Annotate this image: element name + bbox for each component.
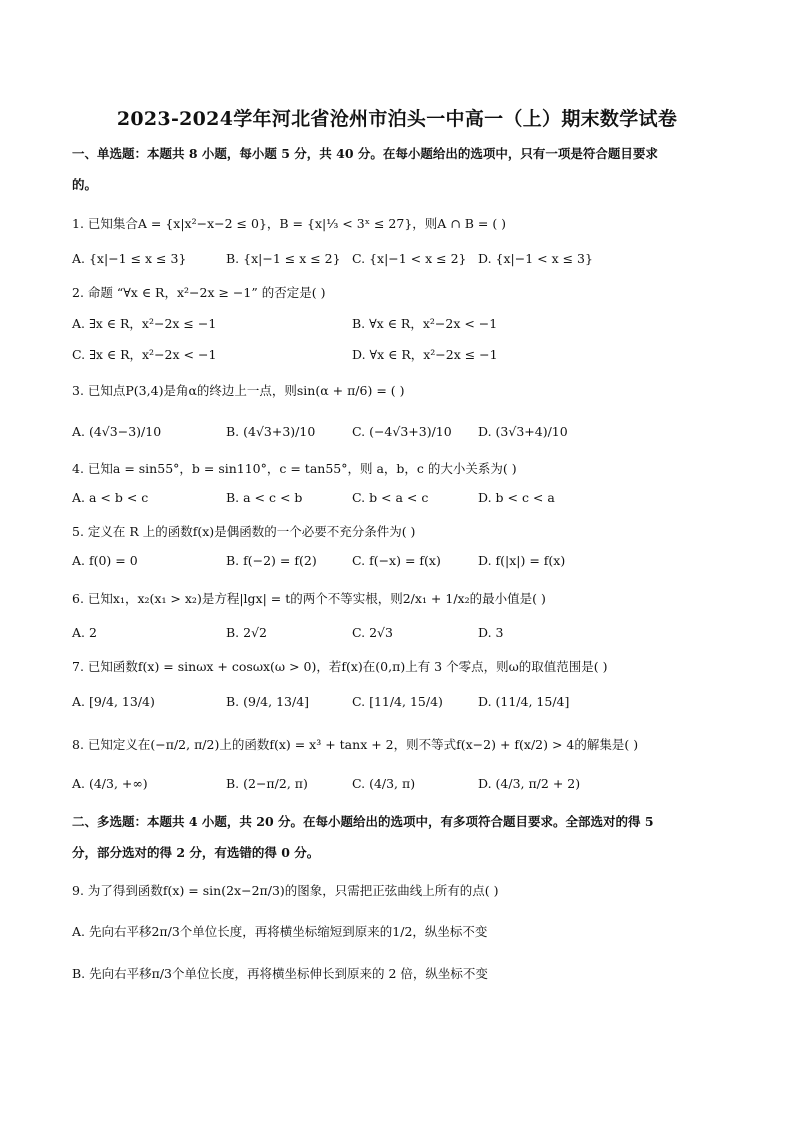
option-c: C. ∃x ∈ R，x²−2x < −1 xyxy=(72,347,217,362)
option-c: C. (−4√3+3)/10 xyxy=(352,424,452,439)
option-c: C. b < a < c xyxy=(352,490,429,505)
option-c: C. [11/4, 15/4) xyxy=(352,694,443,709)
option-a: A. (4√3−3)/10 xyxy=(72,424,162,439)
option-a: A. [9/4, 13/4) xyxy=(72,694,155,709)
section-instructions-line: 二、多选题：本题共 4 小题，共 20 分。在每小题给出的选项中，有多项符合题目要求。全部选对的得 5 xyxy=(72,814,654,829)
section-instructions-line: 一、单选题：本题共 8 小题，每小题 5 分，共 40 分。在每小题给出的选项中，只有一项是符合题目要求 xyxy=(72,146,658,161)
option-c: C. (4/3, π) xyxy=(352,776,416,791)
option-b: B. a < c < b xyxy=(226,490,303,505)
option-d: D. 3 xyxy=(478,625,504,640)
option-a: A. {x|−1 ≤ x ≤ 3} xyxy=(72,251,187,266)
page-title: 2023-2024学年河北省沧州市泊头一中高一（上）期末数学试卷 xyxy=(116,108,678,130)
option-a: A. a < b < c xyxy=(72,490,149,505)
option-b: B. f(−2) = f(2) xyxy=(226,553,317,568)
option-a: A. ∃x ∈ R，x²−2x ≤ −1 xyxy=(72,316,217,331)
option-c: C. f(−x) = f(x) xyxy=(352,553,441,568)
question-2: 2. 命题 “∀x ∈ R，x²−2x ≥ −1” 的否定是( ) xyxy=(72,285,326,300)
section-instructions-line: 分，部分选对的得 2 分，有选错的得 0 分。 xyxy=(72,845,320,860)
option-b: B. (2−π/2, π) xyxy=(226,776,308,791)
question-8: 8. 已知定义在(−π/2, π/2)上的函数f(x) = x³ + tanx + 2，则不等式f(x−2) + f(x/2) > 4的解集是( ) xyxy=(72,737,639,752)
section-header-single-choice xyxy=(72,138,724,200)
option-d: D. (4/3, π/2 + 2) xyxy=(478,776,581,791)
question-5: 5. 定义在 R 上的函数f(x)是偶函数的一个必要不充分条件为( ) xyxy=(72,524,416,539)
option-b: B. (9/4, 13/4] xyxy=(226,694,310,709)
option-c: C. 2√3 xyxy=(352,625,393,640)
section-instructions-line: 的。 xyxy=(72,177,98,192)
option-a: A. f(0) = 0 xyxy=(72,553,138,568)
question-9: 9. 为了得到函数f(x) = sin(2x−2π/3)的图象，只需把正弦曲线上所有的点( ) xyxy=(72,883,499,898)
option-d: D. (3√3+4)/10 xyxy=(478,424,568,439)
option-b: B. ∀x ∈ R，x²−2x < −1 xyxy=(352,316,498,331)
option-b: B. (4√3+3)/10 xyxy=(226,424,316,439)
option-b: B. {x|−1 ≤ x ≤ 2} xyxy=(226,251,341,266)
question-3: 3. 已知点P(3,4)是角α的终边上一点，则sin(α + π/6) = ( ) xyxy=(72,383,405,398)
option-c: C. {x|−1 < x ≤ 2} xyxy=(352,251,467,266)
question-4: 4. 已知a = sin55°，b = sin110°，c = tan55°，则 a，b，c 的大小关系为( ) xyxy=(72,461,517,476)
option-b: B. 2√2 xyxy=(226,625,268,640)
option-b: B. 先向右平移π/3个单位长度，再将横坐标伸长到原来的 2 倍，纵坐标不变 xyxy=(72,966,488,981)
option-d: D. (11/4, 15/4] xyxy=(478,694,570,709)
option-a: A. 先向右平移2π/3个单位长度，再将横坐标缩短到原来的1/2，纵坐标不变 xyxy=(72,924,488,939)
question-7: 7. 已知函数f(x) = sinωx + cosωx(ω > 0)，若f(x)在(0,π)上有 3 个零点，则ω的取值范围是( ) xyxy=(72,659,608,674)
question-6: 6. 已知x₁，x₂(x₁ > x₂)是方程|lgx| = t的两个不等实根，则2/x₁ + 1/x₂的最小值是( ) xyxy=(72,591,546,606)
section-header-multiple-choice xyxy=(72,806,724,868)
option-d: D. ∀x ∈ R，x²−2x ≤ −1 xyxy=(352,347,498,362)
option-d: D. {x|−1 < x ≤ 3} xyxy=(478,251,593,266)
question-1: 1. 已知集合A = {x|x²−x−2 ≤ 0}，B = {x|⅓ < 3ˣ ≤ 27}，则A ∩ B = ( ) xyxy=(72,216,507,231)
option-a: A. (4/3, +∞) xyxy=(72,776,148,791)
option-d: D. f(|x|) = f(x) xyxy=(478,553,566,568)
option-a: A. 2 xyxy=(72,625,97,640)
option-d: D. b < c < a xyxy=(478,490,555,505)
